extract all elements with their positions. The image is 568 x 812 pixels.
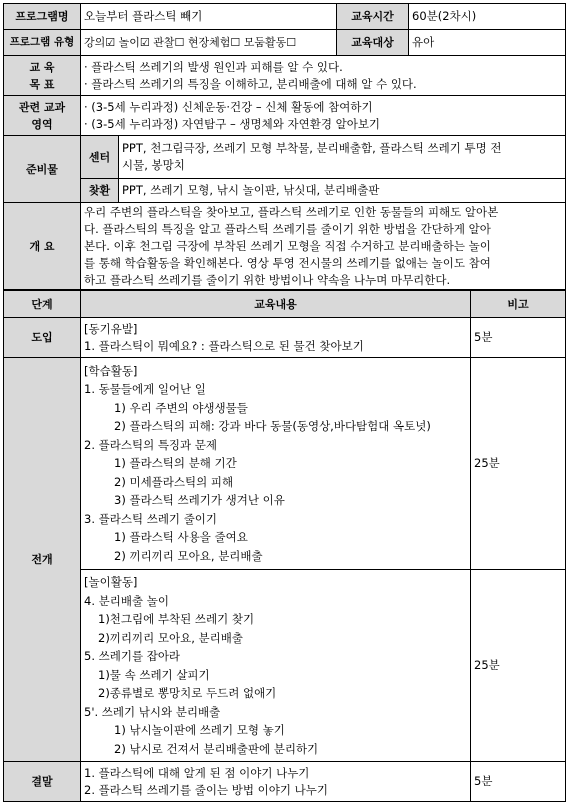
schedule-table [3,290,566,802]
stage-intro: 도입 [4,318,81,358]
materials-visit-label: 찾환 [81,179,119,203]
stage-conclusion: 결말 [4,762,81,802]
stage-development: 전개 [4,358,81,762]
goals-label: 교 육 목 표 [4,56,81,96]
related-line: · (3-5세 누리과정) 신체운동·건강 – 신체 활동에 참여하기 [84,99,373,114]
conclusion-time: 5분 [471,762,566,802]
conclusion-content: 1. 플라스틱에 대해 알게 된 점 이야기 나누기 2. 플라스틱 쓰레기를 줄이는 방법 이야기 나누기 [81,762,471,802]
learning-time: 25분 [471,358,566,570]
edu-target-label: 교육대상 [337,30,409,56]
col-content: 교육내용 [81,291,471,318]
play-content: [놀이활동] 4. 분리배출 놀이 1)천그림에 부착된 쓰레기 찾기 2)끼리끼리 모아요, 분리배출 5. 쓰레기를 잡아라 1)물 속 쓰레기 살피기 2)종류별로 뽕망치로 두드려 없애기 5'. 쓰레기 낚시와 분리배출 1) 낚시놀이판에 쓰레기 모형 놓기 2) 낚시로 건져서 분리배출판에 분리하기 [81,570,471,762]
edu-target: 유아 [409,30,566,56]
related-label: 관련 교과 영역 [4,96,81,136]
materials-center-label: 센터 [81,136,119,179]
edu-time-label: 교육시간 [337,4,409,30]
edu-time: 60분(2차시) [409,4,566,30]
overview-content: 우리 주변의 플라스틱을 찾아보고, 플라스틱 쓰레기로 인한 동물들의 피해도 알아본 다. 플라스틱의 특징을 알고 플라스틱 쓰레기를 줄이기 위한 방법을 간단하게 알아 본다. 이후 천그림 극장에 부착된 쓰레기 모형을 직접 수거하고 분리배출하는 놀이 를 통해 학습활동을 확인해본다. 영상 투영 전시물의 쓰레기를 없애는 놀이도 참여 하고 플라스틱 쓰레기를 줄이기 위한 방법이나 약속을 나누며 마무리한다. [81,203,566,290]
play-time: 25분 [471,570,566,762]
materials-visit: PPT, 쓰레기 모형, 낚시 놀이판, 낚싯대, 분리배출판 [119,179,566,203]
goals-content [81,56,566,96]
col-note: 비고 [471,291,566,318]
intro-time: 5분 [471,318,566,358]
materials-center: PPT, 천그림극장, 쓰레기 모형 부착물, 분리배출함, 플라스틱 쓰레기 투명 전 시물, 봉망치 [119,136,566,179]
overview-label: 개 요 [4,203,81,290]
materials-label: 준비물 [4,136,81,203]
goal-line: · 플라스틱 쓰레기의 특징을 이해하고, 분리배출에 대해 알 수 있다. [84,76,417,91]
program-type-label: 프로그램 유형 [4,30,81,56]
program-type: 강의☑ 놀이☑ 관찰☐ 현장체험☐ 모둠활동☐ [81,30,337,56]
program-info-table [3,3,566,290]
related-content [81,96,566,136]
learning-content: [학습활동] 1. 동물들에게 일어난 일 1) 우리 주변의 야생생물들 2) 플라스틱의 피해: 강과 바다 동물(동영상,바다탐험대 옥토넛) 2. 플라스틱의 특징과 문제 1) 플라스틱의 분해 기간 2) 미세플라스틱의 피해 3) 플라스틱 쓰레기가 생겨난 이유 3. 플라스틱 쓰레기 줄이기 1) 플라스틱 사용을 줄여요 2) 끼리끼리 모아요, 분리배출 [81,358,471,570]
program-name: 오늘부터 플라스틱 빼기 [81,4,337,30]
goal-line: · 플라스틱 쓰레기의 발생 원인과 피해를 알 수 있다. [84,59,343,74]
col-stage: 단계 [4,291,81,318]
program-name-label: 프로그램명 [4,4,81,30]
related-line: · (3-5세 누리과정) 자연탐구 – 생명체와 자연환경 알아보기 [84,116,381,131]
intro-content: [동기유발] 1. 플라스틱이 뭐예요? : 플라스틱으로 된 물건 찾아보기 [81,318,471,358]
